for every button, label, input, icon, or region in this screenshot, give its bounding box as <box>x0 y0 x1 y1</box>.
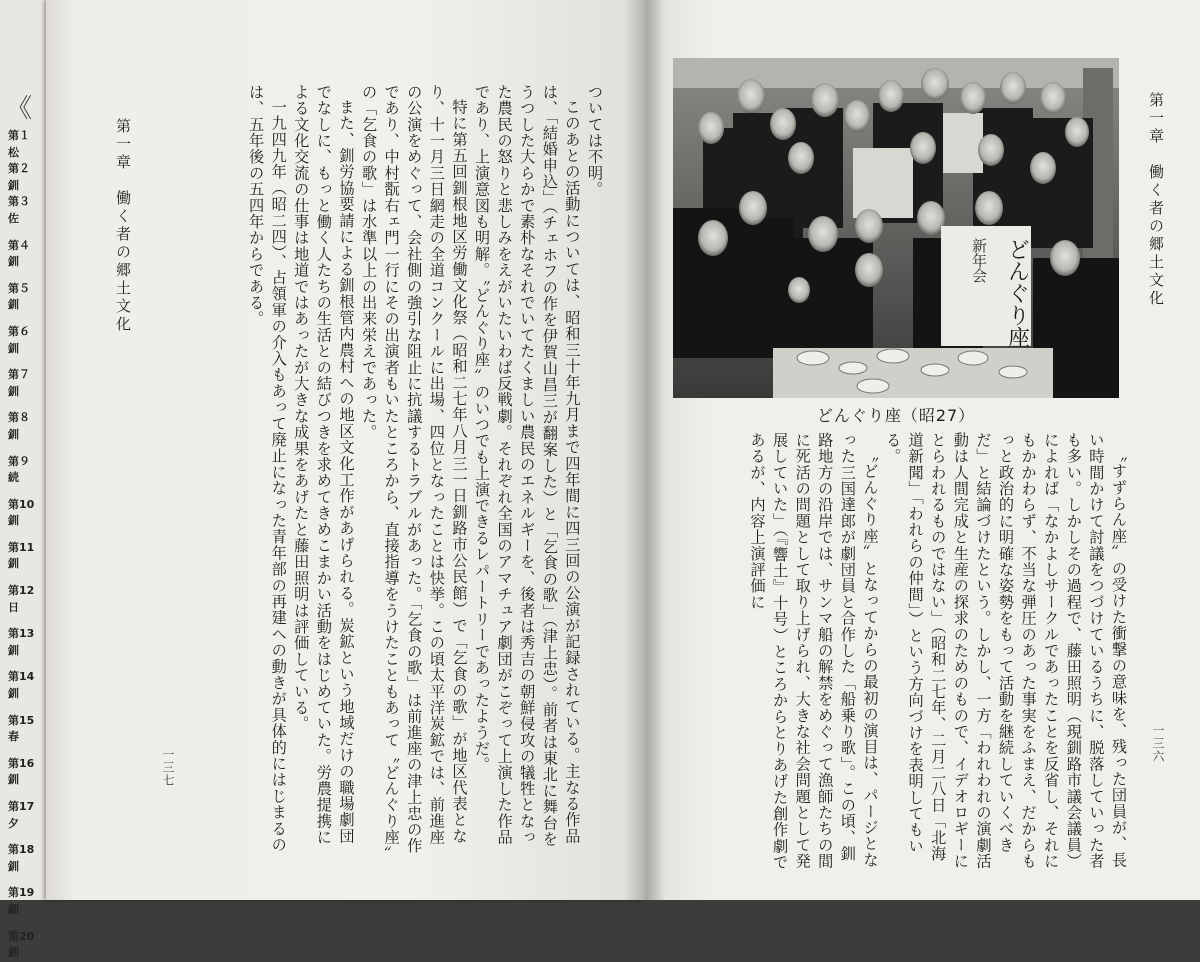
body-paragraph: 〝すずらん座〟の受けた衝撃の意味を、残った団員が、長い時間かけて討議をつづけているうちに、脱落していった者も多い。しかしその過程で、藤田照明（現釧路市議会議員）によれば「なかよしサークルであったことを反省し、それにもかかわらず、不当な弾圧のあった事実をふまえ、だからもっと政治的に明確な姿勢をもって活動を継続していくべきだ」と結論づけたという。しかし、一方「われわれの演劇活動は人間完成と生産の探求のためのもので、イデオロギーにとらわれるものではない」（昭和二七年、二月二八日「北海道新聞」「われらの仲間」）という方向づけを表明してもいる。 <box>884 432 1128 870</box>
photo-caption: どんぐり座（昭27） <box>816 406 976 425</box>
toc-item: 第３ <box>8 195 30 209</box>
toc-item: 第19 <box>8 886 35 900</box>
body-paragraph: 〝どんぐり座〟となってからの最初の演目は、パージとなった三国達郎が劇団員と合作した「船乗り歌」。この頃、釧路地方の沿岸では、サンマ船の解禁をめぐって漁師たちの間に死活の問題として取り上げられ、大きな社会問題として発展していた」（『響土』十号）ところからとりあげた創作劇であるが、内容上演評価に <box>748 432 880 871</box>
toc-item: 第２ <box>8 162 30 176</box>
toc-item: 第９ <box>8 454 30 468</box>
toc-item: 釧 <box>8 859 19 873</box>
toc-item: 第16 <box>8 756 35 770</box>
toc-bracket: 《 <box>6 94 33 124</box>
toc-item: 第10 <box>8 497 35 511</box>
group-photograph <box>673 58 1119 398</box>
toc-item: 釧 <box>8 384 19 398</box>
toc-item: 第12 <box>8 584 35 598</box>
photo-sign-subtitle: 新年会 <box>970 238 988 283</box>
toc-item: 第18 <box>8 843 35 857</box>
group-photo-image <box>673 58 1119 398</box>
toc-item: 第17 <box>8 800 35 813</box>
toc-item: 釧 <box>8 255 19 269</box>
left-page-number: 一三七 <box>161 748 175 787</box>
toc-item: 釧 <box>8 773 19 787</box>
toc-item: 釧 <box>8 687 19 701</box>
toc-item: 第８ <box>8 411 30 425</box>
toc-item: 夕 <box>8 816 19 830</box>
toc-item: 第５ <box>8 281 30 295</box>
toc-item: 釧 <box>8 514 19 528</box>
right-running-head: 第一章 働く者の郷土文化 <box>1147 92 1165 308</box>
photo-sign-title: どんぐり座 <box>1004 238 1030 348</box>
toc-item: 釧 <box>8 557 19 571</box>
toc-item: 第７ <box>8 368 30 382</box>
underlying-page <box>0 0 52 960</box>
toc-item: 第15 <box>8 713 35 727</box>
toc-item: 第４ <box>8 238 30 252</box>
toc-item: 釧 <box>8 427 19 441</box>
toc-item: 第13 <box>8 627 35 641</box>
toc-item: 釧 <box>8 946 19 960</box>
left-page-body-text <box>102 84 606 854</box>
toc-item: 釧 <box>8 298 19 312</box>
toc-item: 佐 <box>8 211 19 225</box>
toc-item: 第14 <box>8 670 35 684</box>
photo-sign <box>941 226 1031 348</box>
toc-item: 釧 <box>8 341 19 355</box>
toc-item: 松 <box>8 145 19 159</box>
body-paragraph: 一九四九年（昭二四）、占領軍の介入もあって廃止になった青年部の再建への動きが具体的にはじまるのは、五年後の五四年からである。 <box>247 84 288 853</box>
right-page-body-text <box>658 432 1130 872</box>
body-paragraph: ついては不明。 <box>586 84 604 198</box>
toc-item: 日 <box>8 600 19 614</box>
toc-item: 春 <box>8 730 19 744</box>
toc-item: 釧 <box>8 902 19 916</box>
toc-item: 第６ <box>8 324 30 338</box>
left-running-head: 第一章 働く者の郷土文化 <box>114 118 132 334</box>
body-paragraph: また、釧労協要請による釧根管内農村への地区文化工作があげられる。炭鉱という地域だけの職場劇団でなしに、もっと働く人たちの生活との結びつきを求めてきめこまかい活動をはじめていた。労農提携による文化交流の仕事は地道ではあったが大きな成果をあげたと藤田照明は評価している。 <box>292 84 356 846</box>
right-page-number: 一三六 <box>1151 724 1165 763</box>
toc-item: 第11 <box>8 540 35 554</box>
toc-item: 続 <box>8 471 19 485</box>
body-paragraph: 特に第五回釧根地区労働文化祭（昭和二七年八月三一日釧路市公民館）で「乞食の歌」が地区代表となり、十一月三日網走の全道コンクールに出場、四位となったことは快挙。この頃太平洋炭鉱では、前進座の公演をめぐって、会社側の強引な阻止に抗議するトラブルがあった。「乞食の歌」は前進座の津上忠の作であり、中村翫右ェ門一行にその出演者もいたところから、直接指導をうけたこともあって〝どんぐり座〟の「乞食の歌」は水準以上の出来栄えであった。 <box>360 84 469 854</box>
toc-item: 第20 <box>8 929 35 943</box>
toc-item: 釧 <box>8 643 19 657</box>
toc-item: 釧 <box>8 178 19 192</box>
toc-item: 第１ <box>8 129 30 142</box>
body-paragraph: このあとの活動については、昭和三十年九月まで四年間に四三回の公演が記録されている。主なる作品は、「結婚申込」（チェホフの作を伊賀山昌三が翻案した）と「乞食の歌」（津上忠）。前者は東北に舞台をうつした大らかで素朴なそれでいてたくましい農民のエネルギーを、後者は秀吉の朝鮮侵攻の犠牲となった農民の怒りと悲しみをえがいたいわば反戦劇。それぞれ全国のアマチュア劇団がこぞって上演した作品であり、上演意図も明解。〝どんぐり座〟のいつでも上演できるレパートリーであったようだ。 <box>473 84 582 848</box>
